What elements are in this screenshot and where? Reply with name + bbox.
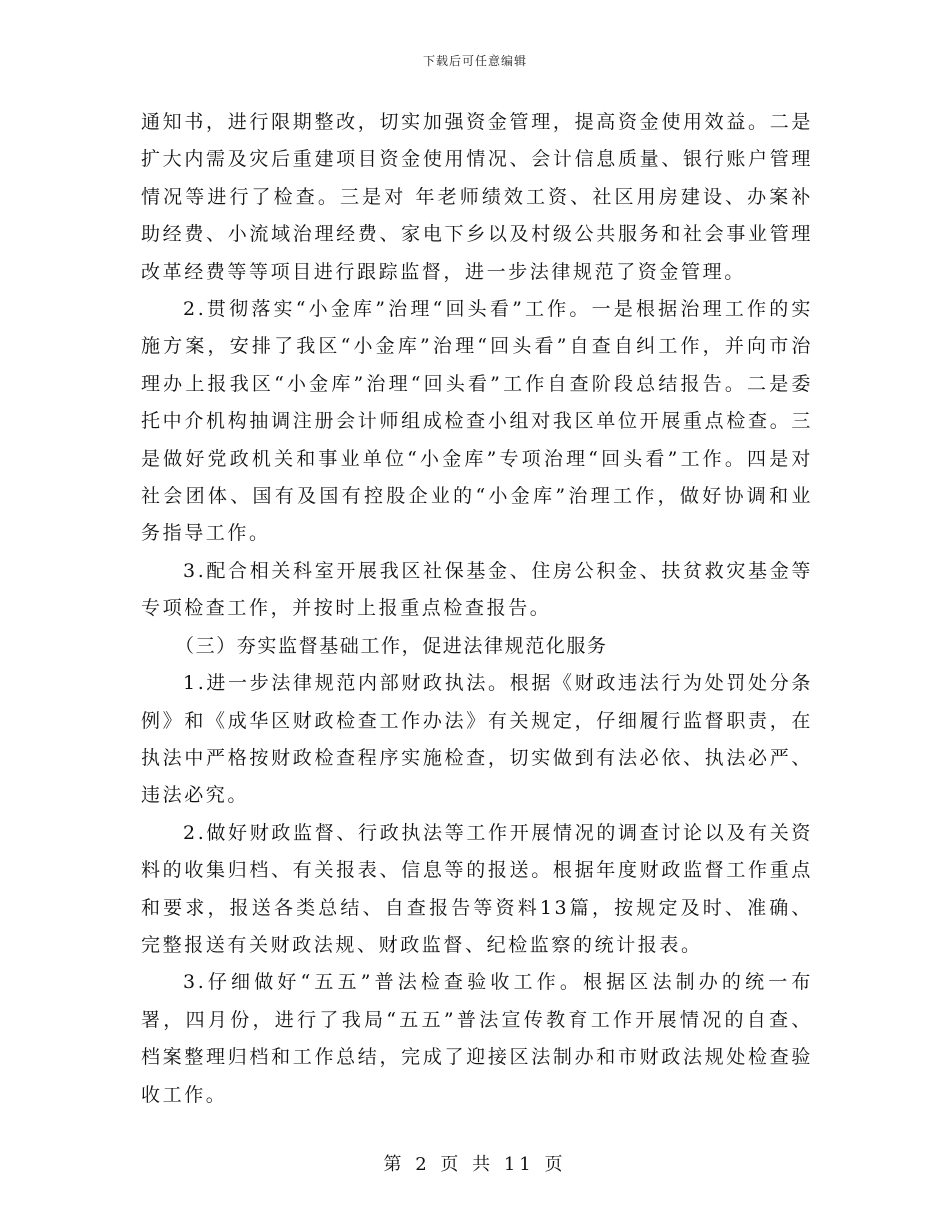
document-body <box>141 104 813 1114</box>
paragraph-continuation: 通知书，进行限期整改，切实加强资金管理，提高资金使用效益。二是扩大内需及灾后重建项目资金使用情况、会计信息质量、银行账户管理情况等进行了检查。三是对 年老师绩效工资、社区用房建设、办案补助经费、小流域治理经费、家电下乡以及村级公共服务和社会事业管理改革经费等等项目进行跟踪监督，进一步法律规范了资金管理。 <box>141 111 813 283</box>
page-number-footer: 第 2 页 共 11 页 <box>383 1154 567 1175</box>
paragraph-item-2-small-treasury: 2.贯彻落实“小金库”治理“回头看”工作。一是根据治理工作的实施方案，安排了我区“小金库”治理“回头看”自查自纠工作，并向市治理办上报我区“小金库”治理“回头看”工作自查阶段总结报告。二是委托中介机构抽调注册会计师组成检查小组对我区单位开展重点检查。三是做好党政机关和事业单位“小金库”专项治理“回头看”工作。四是对社会团体、国有及国有控股企业的“小金库”治理工作，做好协调和业务指导工作。 <box>141 298 813 545</box>
paragraph-item-1-law-enforcement: 1.进一步法律规范内部财政执法。根据《财政违法行为处罚处分条例》和《成华区财政检查工作办法》有关规定，仔细履行监督职责，在执法中严格按财政检查程序实施检查，切实做到有法必依、执法必严、违法必究。 <box>141 672 813 807</box>
paragraph-item-3-special-inspection: 3.配合相关科室开展我区社保基金、住房公积金、扶贫救灾基金等专项检查工作，并按时上报重点检查报告。 <box>141 559 813 620</box>
paragraph-item-2-reporting: 2.做好财政监督、行政执法等工作开展情况的调查讨论以及有关资料的收集归档、有关报表、信息等的报送。根据年度财政监督工作重点和要求，报送各类总结、自查报告等资料13篇，按规定及时、准确、完整报送有关财政法规、财政监督、纪检监察的统计报表。 <box>141 821 813 956</box>
paragraph-item-3-legal-education: 3.仔细做好“五五”普法检查验收工作。根据区法制办的统一布署，四月份，进行了我局“五五”普法宣传教育工作开展情况的自查、档案整理归档和工作总结，完成了迎接区法制办和市财政法规处检查验收工作。 <box>141 971 813 1106</box>
header-note: 下载后可任意编辑 <box>422 54 527 68</box>
section-heading-3: （三）夯实监督基础工作，促进法律规范化服务 <box>175 634 608 657</box>
